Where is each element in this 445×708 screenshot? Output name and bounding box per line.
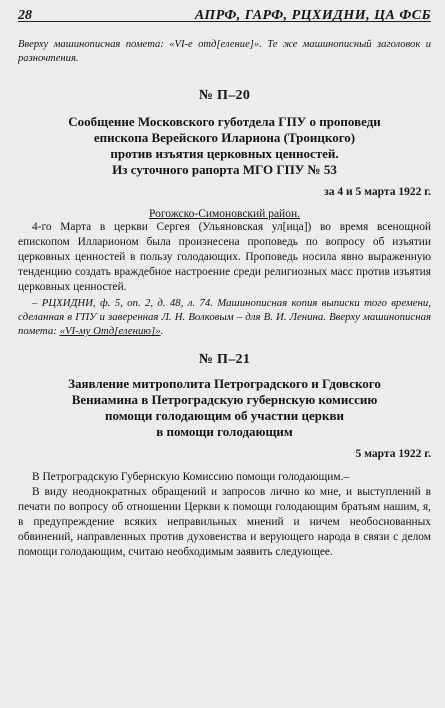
- document-body: [18, 220, 431, 295]
- document-title-line: епископа Верейского Илариона (Троицкого): [93, 130, 356, 145]
- archival-source-note: [18, 296, 431, 338]
- document-date: за 4 и 5 марта 1922 г.: [324, 186, 431, 198]
- document-p21: [18, 352, 431, 560]
- source-text: – РЦХИДНИ, ф. 5, оп. 2, д. 48, л. 74. Машинописная копия выписки того времени, сделанная в ГПУ и заверенная Л. Н. Волковым – для В. И. Ленина. Вверху машинописная помета:: [18, 297, 431, 337]
- document-title-line: помощи голодающим об участии церкви: [104, 408, 344, 423]
- document-p20: [18, 88, 431, 338]
- document-title-line: в помощи голодающим: [156, 424, 293, 439]
- body-paragraph: В Петроградскую Губернскую Комиссию помощи голодающим.–: [32, 471, 350, 483]
- document-title: [18, 114, 431, 178]
- running-title: АПРФ, ГАРФ, РЦХИДНИ, ЦА ФСБ: [194, 8, 431, 23]
- source-end: .: [160, 325, 164, 337]
- document-title-line: Вениамина в Петроградскую губернскую комиссию: [71, 392, 378, 407]
- document-title-line: Заявление митрополита Петроградского и Гдовского: [68, 376, 381, 391]
- document-title: [18, 376, 431, 440]
- running-header: [18, 0, 431, 22]
- document-title-line: Из суточного рапорта МГО ГПУ № 53: [112, 162, 337, 177]
- document-body: [18, 470, 431, 560]
- district-heading-text: Рогожско-Симоновский район.: [149, 208, 300, 220]
- body-paragraph: В виду неоднократных обращений и запросов лично ко мне, и выступлений в печати по вопросу об отношении Церкви к помощи голодающим братьям нашим, я, в предупреждение всяких неправильных мнений и ничем необоснованных обвинений, направленных против духовенства и верующего народа в связи с делом помощи голодающим, считаю необходимым заявить следующее.: [18, 486, 431, 558]
- document-number: № П–21: [198, 352, 251, 367]
- document-title-line: Сообщение Московского губотдела ГПУ о проповеди: [68, 114, 381, 129]
- page-number: 28: [18, 8, 32, 23]
- document-number: № П–20: [198, 88, 251, 103]
- top-note: Вверху машинописная помета: «VI-е отд[еление]». Те же машинописный заголовок и разночтения.: [18, 39, 431, 64]
- district-heading: [18, 208, 431, 220]
- document-title-line: против изъятия церковных ценностей.: [110, 146, 339, 161]
- body-paragraph: 4-го Марта в церкви Сергея (Ульяновская ул[ица]) во время всенощной епископом Илларионом была произнесена проповедь по вопросу об изъятии церковных ценностей в пользу голодающих. Проповедь носила явно выраженную тенденцию создать враждебное настроение среди религиозных масс против изъятия церковных ценностей.: [18, 221, 431, 293]
- source-underlined-text: «VI-му Отд[елению]»: [59, 325, 161, 337]
- document-date: 5 марта 1922 г.: [355, 448, 431, 460]
